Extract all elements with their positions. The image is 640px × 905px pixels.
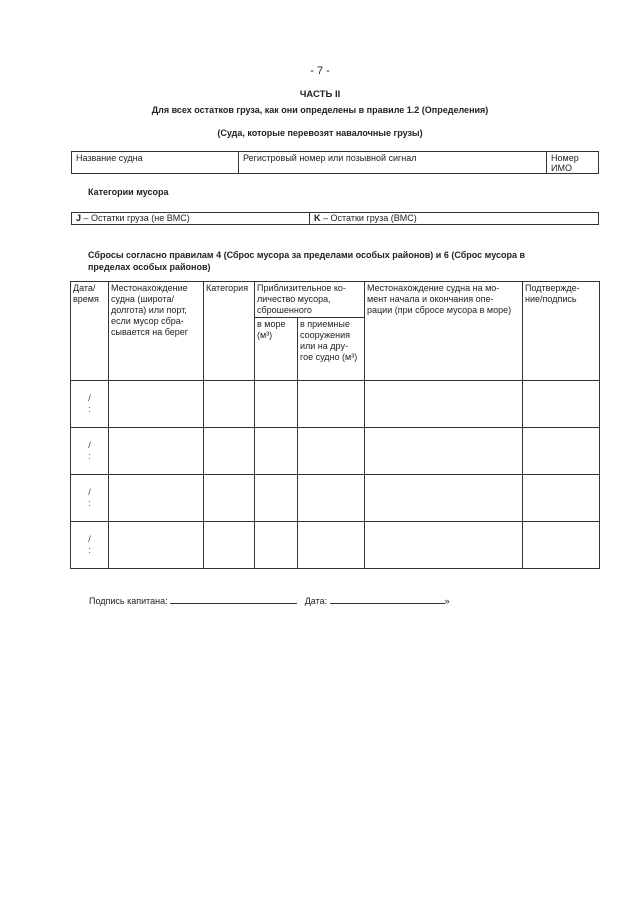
header-ship-position: Местонахождение судна на мо- мент начала и окончания опе- рации (при сбросе мусора в море) [365, 282, 523, 381]
category-j [72, 213, 310, 224]
category-cell[interactable] [204, 381, 255, 428]
signature-date-label: Дата: [304, 596, 328, 606]
reception-cell[interactable] [298, 428, 365, 475]
table-row [71, 475, 600, 522]
reception-cell[interactable] [298, 522, 365, 569]
registration-label: Регистровый номер или позывной сигнал [243, 153, 417, 163]
confirmation-cell[interactable] [523, 381, 600, 428]
signature-line [89, 594, 450, 606]
time-colon: : [88, 498, 91, 508]
captain-signature-field[interactable] [170, 594, 297, 604]
page-number: - 7 - [310, 65, 330, 77]
reception-cell[interactable] [298, 475, 365, 522]
date-time-cell[interactable] [71, 475, 109, 522]
ship-info-box [71, 151, 599, 174]
end-mark: » [444, 596, 450, 606]
header-amount: Приблизительное ко- личество мусора, сброшенного [255, 282, 365, 318]
category-cell[interactable] [204, 428, 255, 475]
category-k [310, 213, 598, 224]
location-cell[interactable] [109, 428, 204, 475]
subtitle: Для всех остатков груза, как они определены в правиле 1.2 (Определения) [151, 105, 489, 115]
location-cell[interactable] [109, 475, 204, 522]
category-k-text: – Остатки груза (ВМС) [320, 213, 417, 223]
reception-cell[interactable] [298, 381, 365, 428]
header-at-sea: в море (м³) [255, 318, 298, 381]
drops-heading: Сбросы согласно правилам 4 (Сброс мусора за пределами особых районов) и 6 (Сброс мусора в пределах особых районов) [88, 250, 526, 272]
date-slash: / [88, 487, 91, 497]
signature-date-field[interactable] [330, 594, 445, 604]
time-colon: : [88, 451, 91, 461]
category-j-code: J [76, 213, 82, 223]
at-sea-cell[interactable] [255, 522, 298, 569]
ship-position-cell[interactable] [365, 522, 523, 569]
ship-position-cell[interactable] [365, 381, 523, 428]
time-colon: : [88, 545, 91, 555]
captain-signature-label: Подпись капитана: [89, 596, 168, 606]
header-reception: в приемные сооружения или на дру- гое судно (м³) [298, 318, 365, 381]
garbage-log-table [70, 281, 600, 569]
date-slash: / [88, 440, 91, 450]
ship-name-field[interactable] [72, 152, 239, 173]
imo-label: Номер ИМО [551, 153, 579, 173]
ship-position-cell[interactable] [365, 475, 523, 522]
location-cell[interactable] [109, 522, 204, 569]
date-time-cell[interactable] [71, 522, 109, 569]
category-k-code: K [314, 213, 321, 223]
ship-position-cell[interactable] [365, 428, 523, 475]
confirmation-cell[interactable] [523, 522, 600, 569]
date-slash: / [88, 393, 91, 403]
imo-field[interactable] [547, 152, 598, 173]
date-time-cell[interactable] [71, 428, 109, 475]
at-sea-cell[interactable] [255, 428, 298, 475]
at-sea-cell[interactable] [255, 475, 298, 522]
date-slash: / [88, 534, 91, 544]
categories-heading: Категории мусора [88, 187, 169, 197]
ship-name-label: Название судна [76, 153, 143, 163]
registration-field[interactable] [239, 152, 547, 173]
subtitle-bulk-carriers: (Суда, которые перевозят навалочные грузы) [217, 128, 423, 138]
table-row [71, 428, 600, 475]
header-date: Дата/ время [71, 282, 109, 381]
date-time-cell[interactable] [71, 381, 109, 428]
header-location: Местонахождение судна (широта/ долгота) или порт, если мусор сбра- сывается на берег [109, 282, 204, 381]
header-confirmation: Подтвержде- ние/подпись [523, 282, 600, 381]
table-row [71, 381, 600, 428]
location-cell[interactable] [109, 381, 204, 428]
header-category: Категория [204, 282, 255, 381]
time-colon: : [88, 404, 91, 414]
category-j-text: – Остатки груза (не ВМС) [81, 213, 190, 223]
category-cell[interactable] [204, 475, 255, 522]
part-title: ЧАСТЬ II [299, 89, 341, 100]
categories-box [71, 212, 599, 225]
table-row [71, 522, 600, 569]
confirmation-cell[interactable] [523, 475, 600, 522]
category-cell[interactable] [204, 522, 255, 569]
at-sea-cell[interactable] [255, 381, 298, 428]
confirmation-cell[interactable] [523, 428, 600, 475]
